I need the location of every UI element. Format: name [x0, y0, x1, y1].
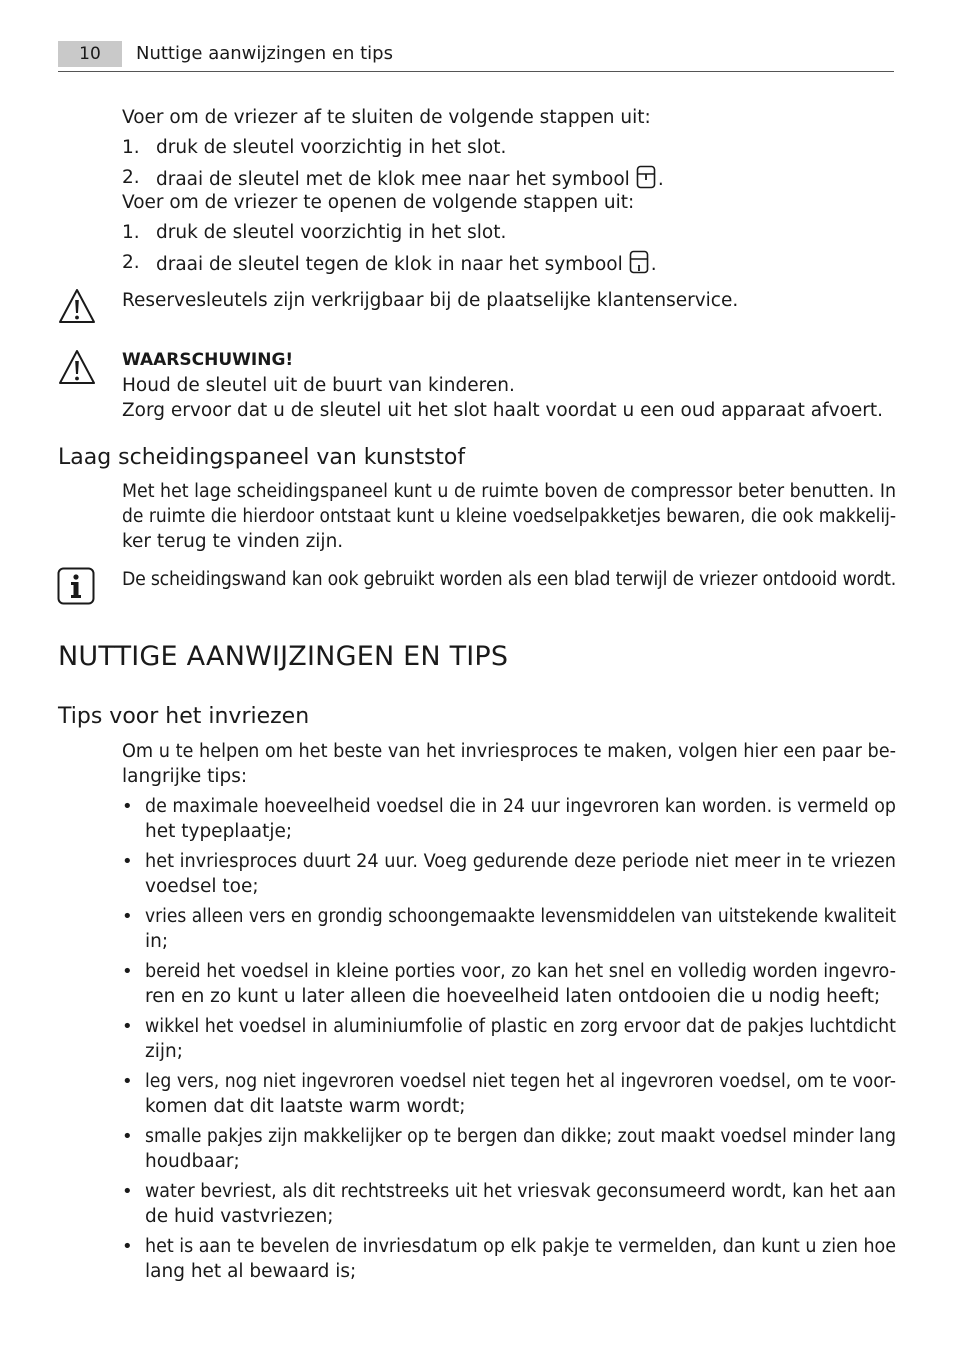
list-item: smalle pakjes zijn makkelijker op te bergen dan dikke; zout maakt voedsel minder lang — [145, 1126, 897, 1147]
list-item: het invriesproces duurt 24 uur. Voeg gedurende deze periode niet meer in te vriezen — [145, 851, 896, 872]
header-title: Nuttige aanwijzingen en tips — [136, 43, 393, 64]
close-step-2-dot: . — [657, 169, 664, 190]
close-step-1: druk de sleutel voorzichtig in het slot. — [156, 137, 507, 158]
bullet-dot: • — [122, 796, 133, 817]
bullet-dot: • — [122, 1181, 133, 1202]
page-section-title: NUTTIGE AANWIJZINGEN EN TIPS — [58, 641, 509, 672]
section-heading: Laag scheidingspaneel van kunststof — [58, 445, 466, 470]
list-item: de maximale hoeveelheid voedsel die in 24 uur ingevroren kan worden. is vermeld op — [145, 796, 896, 817]
bullet-dot: • — [122, 906, 133, 927]
warning-triangle-icon — [57, 287, 97, 325]
close-intro: Voer om de vriezer af te sluiten de volgende stappen uit: — [122, 107, 651, 128]
tips-intro-line: Om u te helpen om het beste van het invriesproces te maken, volgen hier een paar be- — [122, 741, 896, 762]
bullet-dot: • — [122, 1126, 133, 1147]
list-item: het typeplaatje; — [145, 821, 293, 842]
warning-title: WAARSCHUWING! — [122, 350, 294, 370]
list-item: de huid vastvriezen; — [145, 1206, 334, 1227]
info-note: De scheidingswand kan ook gebruikt worden als een blad terwijl de vriezer ontdooid wordt. — [122, 569, 897, 590]
step-number: 1. — [122, 137, 140, 158]
page-number: 10 — [58, 41, 122, 67]
tips-intro-line: langrijke tips: — [122, 766, 248, 787]
list-item: voedsel toe; — [145, 876, 259, 897]
caution-note: Reservesleutels zijn verkrijgbaar bij de plaatselijke klantenservice. — [122, 290, 739, 311]
step-number: 2. — [122, 167, 140, 188]
bullet-dot: • — [122, 961, 133, 982]
list-item: komen dat dit laatste warm wordt; — [145, 1096, 466, 1117]
warning-line: Houd de sleutel uit de buurt van kinderen. — [122, 375, 515, 396]
warning-triangle-icon — [57, 348, 97, 386]
list-item: wikkel het voedsel in aluminiumfolie of plastic en zorg ervoor dat de pakjes luchtdicht — [145, 1016, 896, 1037]
panel-body-line: Met het lage scheidingspaneel kunt u de ruimte boven de compressor beter benutten. In — [122, 481, 897, 502]
list-item: ren en zo kunt u later alleen die hoeveelheid laten ontdooien die u nodig heeft; — [145, 986, 881, 1007]
list-item: zijn; — [145, 1041, 183, 1062]
warning-line: Zorg ervoor dat u de sleutel uit het slot haalt voordat u een oud apparaat afvoert. — [122, 400, 884, 421]
list-item: water bevriest, als dit rechtstreeks uit het vriesvak geconsumeerd wordt, kan het aan — [145, 1181, 896, 1202]
info-icon — [57, 567, 95, 605]
lock-closed-icon — [636, 165, 656, 189]
open-intro: Voer om de vriezer te openen de volgende stappen uit: — [122, 192, 635, 213]
list-item: het is aan te bevelen de invriesdatum op elk pakje te vermelden, dan kunt u zien hoe — [145, 1236, 897, 1257]
page-header — [58, 41, 894, 72]
list-item: in; — [145, 931, 169, 952]
step-number: 1. — [122, 222, 140, 243]
list-item: bereid het voedsel in kleine porties voor, zo kan het snel en volledig worden ingevro- — [145, 961, 897, 982]
close-step-2-text: draai de sleutel met de klok mee naar het symbool — [156, 169, 630, 190]
open-step-2-dot: . — [650, 254, 657, 275]
list-item: lang het al bewaard is; — [145, 1261, 357, 1282]
open-step-2 — [156, 250, 657, 277]
open-step-1: druk de sleutel voorzichtig in het slot. — [156, 222, 507, 243]
list-item: houdbaar; — [145, 1151, 240, 1172]
bullet-dot: • — [122, 1071, 133, 1092]
step-number: 2. — [122, 252, 140, 273]
close-step-2 — [156, 165, 664, 192]
open-step-2-text: draai de sleutel tegen de klok in naar het symbool — [156, 254, 623, 275]
bullet-dot: • — [122, 851, 133, 872]
list-item: vries alleen vers en grondig schoongemaakte levensmiddelen van uitstekende kwaliteit — [145, 906, 897, 927]
bullet-dot: • — [122, 1016, 133, 1037]
panel-body-line: ker terug te vinden zijn. — [122, 531, 344, 552]
list-item: leg vers, nog niet ingevroren voedsel niet tegen het al ingevroren voedsel, om te voor- — [145, 1071, 896, 1092]
panel-body-line: de ruimte die hierdoor ontstaat kunt u kleine voedselpakketjes bewaren, die ook makkelij- — [122, 506, 897, 527]
section-heading: Tips voor het invriezen — [58, 704, 310, 729]
bullet-dot: • — [122, 1236, 133, 1257]
lock-open-icon — [629, 250, 649, 274]
